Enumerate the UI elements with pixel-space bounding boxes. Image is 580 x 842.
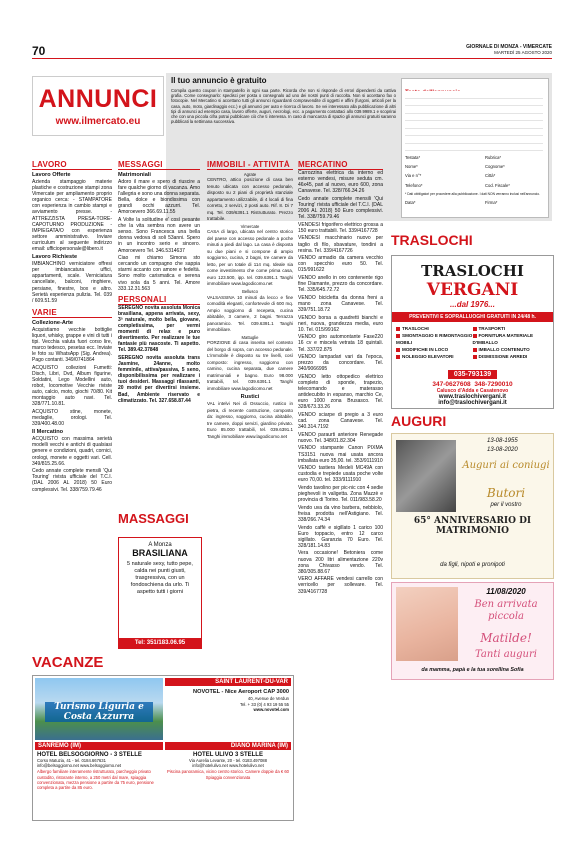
personal-1: SEREGNO novita assoluta Monica brasiliana, appena arrivata, sexy, 3ª naturale, molto bella, giovane, completissima, per vermi momenti di relax e puro divertimento. Per realizzare le tue fantasie più nascoste. Ti aspetto. Tel. 389.42.37848 <box>118 304 200 354</box>
anniv-title: 65° ANNIVERSARIO DI MATRIMONIO <box>413 516 532 536</box>
bullet-icon <box>473 355 477 359</box>
section-immobili: IMMOBILI - ATTIVITÀ <box>207 160 293 170</box>
anniv-from: da figli, nipoti e pronipoti <box>440 562 505 568</box>
merc-7: VENDO bicicletta da donna freni a mano zona Canavese. Tel. 339/751.18.72 <box>298 294 383 313</box>
bullet-icon <box>396 348 400 352</box>
hotel-novotel-city: SAINT LAURENT-DU-VAR <box>165 678 291 686</box>
merc-17: Vendo uva da vino barbera, nebbiolo, freisa prodotta nell'Astigiano. Tel. 338/266.74.34 <box>298 504 383 523</box>
massaggi-phone: Tel: 351/183.06.95 <box>119 638 201 648</box>
service-left-4: NOLEGGIO ELEVATORI <box>396 353 473 360</box>
section-massaggi: MASSAGGI <box>118 511 189 526</box>
merc-6: VENDO anello in oro contenente rigo fine Diamante, prezzo da concordare. Tel. 335/645.72.72 <box>298 275 383 294</box>
column-mercatino <box>298 160 383 820</box>
massaggi-ad <box>118 537 202 649</box>
service-right-3: IMBALLO CONTENUTO <box>473 346 550 353</box>
merc-18: Vendo caffè e sigillato 1 carico 100 Euro toppacio, entro 12 carco sigillato. Garanzia 70 Euro. Tel. 328/181.14.83 <box>298 524 383 549</box>
field-nome[interactable]: Nome* <box>405 164 418 170</box>
bullet-icon <box>473 327 477 331</box>
service-right-2: FORNITURA MATERIALE D'IMBALLO <box>472 333 534 345</box>
section-traslochi: TRASLOCHI <box>391 232 473 248</box>
traslochi-address: Calusco d'Adda e Casatenovo <box>436 388 509 394</box>
merc-11: VENDO letto ottopedico elettrico completo di sponde, trapezio, telecomando e materasso antidecubito in espanso, marchio Ce, euro 1000 zona Brusasco. Tel. 328/673.33.26 <box>298 373 383 411</box>
merc-13: VENDO paraurti anteriore Renegade nuovo. Tel. 348/01.82.304 <box>298 431 383 444</box>
traslochi-web[interactable]: www.traslochivergani.it <box>438 394 507 400</box>
baby-line-1: Ben arrivata piccola <box>474 599 538 622</box>
merc-3: VENDESI frigorifero elettrico grossa a 150 euro trattabili. Tel. 339/4167728 <box>298 221 383 234</box>
coupon-form <box>401 78 549 218</box>
traslochi-brand-2: VERGANI <box>426 280 519 300</box>
traslochi-brand-1: TRASLOCHI <box>421 262 524 280</box>
ad-varie-1: Acquistiamo vecchie bottiglie liquori, whisky, grappe e vini di tutti i tipi. Vecchia valuta fuori corso lire, marco tedesco, pesetas ecc. Inviate le foto su WhatsApp (Sig. Andrea). Pago contanti. 349/0741864 <box>32 326 112 364</box>
service-left-3: MODIFICHE IN LOCO <box>396 346 473 353</box>
merc-20: VERO AFFARE vendesi carrello con verricello per sollevare. Tel. 339/4167728 <box>298 576 383 595</box>
section-vacanze: VACANZE <box>32 654 104 671</box>
ad-offer-2: IMBIANCHINO verniciatore offresi per imbiancatura uffici, appartamenti, scale. Verniciatura cancellate, balconi, ringhiere, persiane, finestre, box e altro. Serietà esperienza pulizia. Tel. 039 / 609.51.59 <box>32 261 112 304</box>
merc-12: VENDO sciarpe di pregio a 3 euro cad. zona Canavese. Tel. 340.314.7192 <box>298 411 383 431</box>
page-number: 70 <box>32 44 46 58</box>
baby-name: Matilde! <box>480 631 532 645</box>
field-cognome[interactable]: Cognome* <box>485 164 505 170</box>
birth-ad <box>391 582 554 680</box>
ad-mercatino-1: ACQUISTO con massima serietà modelli vecchi e antichi di qualsiasi genere e condizioni, quadri, cornici, orologi, monete e oggetti vari. Cell. 349/815.25.66. <box>32 436 112 467</box>
field-rubrica[interactable]: Rubrica* <box>485 155 502 160</box>
traslochi-email[interactable]: info@traslochivergani.it <box>438 400 507 406</box>
msg-1: Adoro il mare e spero di riuscire a fare qualche giorno di vacanza. Amo l'allegria e sono una donna separata. Bella, dolce e biondissima con grandi occhi azzurri. Tel. Amoroevero 366.69.11.55 <box>118 179 200 216</box>
baby-photo <box>396 587 458 661</box>
traslochi-tagline: ...dal 1976... <box>450 300 495 309</box>
bullet-icon <box>396 327 400 331</box>
page-header <box>32 44 552 59</box>
field-data[interactable]: Data* <box>405 199 416 205</box>
service-right-4: DISMISSIONE ARREDI <box>473 353 550 360</box>
field-telefono[interactable]: Telefono* <box>405 182 423 188</box>
ad-varie-2: ACQUISTO collezioni Fumetti: Disch, Libri, Dvd, Album figurine, Soldatini, Lego Modellini auto, robot, locomotive Vecchie riviste auto, calcio, moto, giochi 70/80. Kit montaggio auto navi. Tel. 328/771.10.81. <box>32 364 112 408</box>
baby-line-2: Tanti auguri <box>475 649 537 660</box>
section-auguri: AUGURI <box>391 413 447 429</box>
listing-2: CASA di largo, ubicata nel centro storico del paese con accesso pedonale a poche minuti a piedi dal lago. La casa è disposta su due piani e si compone di ampio soggiorno, cucina, 2 bagni, tre camere da letto, per un totale di 114 mq. Ideale sia come investimento che come prima casa, euro 123.500, ipp. tel. 039.6391.1 Tanghi immobiliare www.lagodicomo.net <box>207 229 293 287</box>
sub-lavoro-richieste: Lavoro Richieste <box>32 254 78 261</box>
merc-1: Carrozzina elettrica da interno ed esterno vendesi, misure seduta cm. 46x45, pari al nuovo, euro 600, zona Canavese. Tel. 328/766.34.26 <box>298 170 383 195</box>
hotel-sanremo-city: SANREMO (IM) <box>35 742 163 750</box>
hotel-novotel-tel[interactable]: Tel. + 33 (0) 4 93 19 55 55 <box>239 702 289 708</box>
sub-rustici: Rustici <box>240 394 260 401</box>
service-right-1: TRASPORTI <box>473 325 550 332</box>
sub-bellusco: Bellusco <box>242 289 258 295</box>
merc-4: VENDESI macchinario nuovo per taglio di filo, sbavature, tondini a resina. Tel. 339/4167726 <box>298 235 383 254</box>
anniv-date-2: 13-08-2020 <box>487 447 518 453</box>
merc-5: VENDO armadio da camera vecchio con specchio euro 50. Tel. 015/991622 <box>298 255 383 274</box>
merc-16: Vendo tavolino per pic-nic con 4 sedie pieghevoli in valigetta. Zona Mazzè e provincia di Torino. Tel. 011/983.58.20 <box>298 485 383 504</box>
column-immobili <box>207 160 293 650</box>
merc-8: VENDO borsa a quadretti bianchi e neri, nuova, grandezza media, euro 10. Tel. 015/99162 <box>298 314 383 333</box>
section-varie: VARIE <box>32 308 112 318</box>
ad-varie-3: ACQUISTO stine, monete, medaglie, orologi. Tel. 339/400.48.00 <box>32 409 112 428</box>
sub-mattuglie: Mattuglie <box>241 335 259 341</box>
hotel-ulivo-addr: Via Aurelia Levante, 20 - tel. 0183.497088 <box>189 758 267 763</box>
hotel-sanremo-name: HOTEL BELSOGGIORNO - 3 STELLE <box>37 752 142 758</box>
sub-lavoro-offerte: Lavoro Offerte <box>32 172 71 178</box>
coupon-text: Compila questo coupon in stampatello in ogni sua parte. Ricorda che non si risponde di errori dipendenti da cattiva grafia. Come consegnarlo: spedisci per posta o consegnalo ad uno dei nostri punti di raccolta. Non si accettano fax o fotocopie. Nel Mercatino si accettano tutti gli annunci riguardanti compravendite di oggetti e affini (furgoni, articoli per la casa, auto, moto, giardinaggio ecc.) e gli annunci per auto e ricerca di lavoro. Se vei interessato alla pubblicazione di altri tipi di annunci ad esempio casa, lavoro offerte, auguri, necrologi, ecc. a pagamento contattaci allo 039.9989.1 e scoprirai che con una piccola cifra potrai pubblicare ciò che ti interessa. In caso di mancanza di spazio gli annunci gratuiti saranno pubblicati la settimana successiva. <box>171 88 396 125</box>
merc-10: VENDO lampadari vari da l'epoca, prezzo da concordare. Tel. 340/9066995 <box>298 354 383 373</box>
section-personali: PERSONALI <box>118 295 200 305</box>
hotel-sanremo <box>35 742 163 818</box>
anniv-date-1: 13-08-1955 <box>487 438 518 444</box>
baby-from: da mamma, papà e la tua sorellina Sofia <box>421 667 524 673</box>
hotel-ulivo-web[interactable]: info@hotelulivo.net www.hotelulivo.net <box>192 763 264 769</box>
hotel-sanremo-web[interactable]: info@belsoggiorno.net www.belsoggiorno.net <box>37 763 122 769</box>
anniv-line-1: Auguri ai coniugi <box>462 460 550 471</box>
listing-4: PORZIONE di casa inserita nel contesto del borgo di sopra, con accesso pedonale. L'immobile è disposto su tre livelli, così composto: ingresso, soggiorno con camino, cucina separata, due camere matrimoniali e bagno. Euro 98.000 trattabili, tel. 039.6391.1 Tanghi immobiliare www.lagodicomo.net <box>207 340 293 391</box>
msg-3: Ciao mi chiamo Simona sto cercando un compagno che sappia starmi accanto con amore e fedeltà. Sono molto carismatica e serena vivo sola da 5 anni. Tel. Amore 333.12.31.563 <box>118 255 200 292</box>
hotel-novotel <box>165 678 291 740</box>
service-left-1: TRASLOCHI <box>396 325 473 332</box>
listing-5: VAL intelvi Nei di Ossuccio, rustico in pietra, di recente costruzione, composto da: ingresso, soggiorno, cucina abitabile, tre camere, doppi servizi, giardino privato. Euro 85.000 trattabili, tel. 039.6391.1 Tanghi immobiliare www.lagodicomo.net <box>207 401 293 439</box>
traslochi-phone-1[interactable]: 035-793139 <box>448 370 497 379</box>
section-mercatino: MERCATINO <box>298 160 383 170</box>
brand-box <box>32 76 164 136</box>
bullet-icon <box>473 334 477 338</box>
column-lavoro <box>32 160 112 620</box>
field-codfiscale[interactable]: Cod. Fiscale* <box>485 182 510 188</box>
merc-19: Vera occasione! Betoniera come nuova 200 litri alimentazione 220v zona Chivasso vendo. Tel. 380/305.88.67 <box>298 550 383 575</box>
hotel-ulivo-text: Piscina panoramica, vicino centro storico. Camere doppie da € 60 Spiaggia convenzionata <box>167 769 289 780</box>
paper-name: GIORNALE DI MONZA - VIMERCATE <box>466 44 552 50</box>
merc-2: Cedo annate complete mensili 'Qui Touring' rivista ufficiale del T.C.I. (DAL 2006 AL 2018) 50 Euro complessivi. Tel. 338/759.79.46 <box>298 195 383 221</box>
ad-mercatino-2: Cedo annate complete mensili 'Qui Touring' rivista ufficiale del T.C.I. (DAL 2006 AL 2018) 50 Euro complessivi. Tel. 338/759.79.46 <box>32 468 112 493</box>
hotel-ulivo-name: HOTEL ULIVO 3 STELLE <box>193 752 263 758</box>
merc-9: VENDO giro automontante Fase220 16 cv e miscela vetrata 18 quintali. Tel. 337/22.875 <box>298 334 383 353</box>
hotel-sanremo-text: Albergo familiare interamente ristrutturato, parcheggio privato custodito, ristorante interno, a 250 metri dal mare, spiaggia convenzionata, mezza pensione a partire da 75 euro, pensione completa a partire da 85 euro. <box>37 769 154 791</box>
hotel-novotel-web[interactable]: www.novotel.com <box>253 707 289 713</box>
merc-15: VENDO tastiera Medeli MC49A con custodia e trepiede usata poche volte euro 70,00. tel. 333/9111910 <box>298 465 383 484</box>
field-citta[interactable]: Città* <box>485 173 496 179</box>
field-testata[interactable]: Testata* <box>405 155 421 160</box>
column-messaggi <box>118 160 200 500</box>
section-messaggi: MESSAGGI <box>118 160 200 170</box>
vacanze-ad <box>32 675 294 821</box>
ad-offer-1: Azienda stampaggio materie plastiche e costruzione stampi zona Vimercate per ampliamento proprio organico cerca: - STAMPATORE con esperienza in cambio stampi e avviamento presse. - ATTREZZISTA PRESA-TORE-CAPOTURNO PRODUZIONE - IMPIEGATA/O con esperienza settore amministrativo. Inviare curriculum al seguente indirizzo email: ufficiopersonale@libero.it <box>32 179 112 253</box>
massaggi-name: BRASILIANA <box>132 548 188 558</box>
hotel-novotel-addr: 40, Avenue de Verdun <box>247 696 289 701</box>
hotel-ulivo <box>165 742 291 818</box>
sub-agrate: Agrate <box>243 172 257 177</box>
couple-photo <box>396 440 456 512</box>
anniversary-ad <box>391 433 554 579</box>
listing-3: VALSASSINA 10 minuti da lecco e fine comodità eleganti, confortevole di 600 mq. Ampio soggiorno di recepeta, cucina abitabile, 3 camere, 2 bagni. Terrazza panoramico. Tel. 039.6391.1 Tanghi immobiliare. <box>207 294 293 333</box>
sub-matrimoniali: Matrimoniali <box>118 172 151 178</box>
field-firma[interactable]: Firma* <box>485 199 498 205</box>
brand-title: ANNUNCI <box>38 85 158 113</box>
massaggi-text: 5 naturale sexy, tutto pepe, calda nei punti giusti, trasgressiva, con un fondoschiena da urlo. Ti aspetto tutti i giorni <box>127 561 193 595</box>
bullet-icon <box>396 334 400 338</box>
sub-vimercate: Vimercate <box>240 224 260 230</box>
personal-2: SEREGNO novita assoluta trans Jasmine, 24anne, molto femminile, attiva/passiva, 5 seno, disponibilissima per realizzare i tuoi desideri. Massaggi rilassanti, 20 motivi per divertirsi insieme. Bad, Ambiente riservato e climatizzato. Tel. 327.658.87.44 <box>118 354 200 404</box>
traslochi-banner: PREVENTIVI E SOPRALLUOGHI GRATUITI IN 24/48 h. <box>392 312 553 322</box>
bullet-icon <box>396 355 400 359</box>
traslochi-phone-2[interactable]: 347-0627608 <box>432 381 471 388</box>
bullet-icon <box>473 348 477 352</box>
hotel-ulivo-city: DIANO MARINA (IM) <box>165 742 291 750</box>
privacy-note: * Dati obbligatori per procedere alla pubblicazione. I dati NON verranno inclusi nell'annuncio. <box>405 191 540 196</box>
anniv-line-2: per il vostro <box>490 502 522 508</box>
traslochi-phone-3[interactable]: 348-7290010 <box>474 381 513 388</box>
hotel-sanremo-addr: Corso Matuzia, 41 - tel. 0184.667631 <box>37 758 106 763</box>
sub-collezione: Collezione-Arte <box>32 319 74 326</box>
traslochi-ad <box>391 255 554 409</box>
promo-title: Turismo Liguria e Costa Azzurra <box>45 702 153 722</box>
merc-14: VENDO stampante Canon PIXMA TS3151 nuova mai usata ancora imballata euro 35,00. tel. 353/9111910 <box>298 445 383 464</box>
sub-mercatino: Il Mercatino <box>32 429 64 436</box>
form-lines[interactable] <box>405 91 543 151</box>
issue-date: MARTEDÌ 25 AGOSTO 2020 <box>494 50 552 55</box>
listing-1: CENTRO, attico posizione di casa ben tenuto ubicata con accesso pedonale, disposto su 2 piani di proprietà stanziale appartamento utilizzabile, di 4 locali di fina corretto, 2 servizi, 2 posti auto. Rif. 8. Di 7 mq. Tel. 039/6391.1 Ristrutturato. Prezzo trattabile. <box>207 177 293 222</box>
msg-2: A Volte la solitudine e' così pesante che la vita sembra non avere un senso. Sono Francesca una bella donna vedova di soli 53anni. Spero in un incontro serio e sincero. Amoroevero Tel. 346.5314637 <box>118 217 200 254</box>
massaggi-city: A Monza <box>148 542 172 548</box>
coupon-title: Il tuo annuncio è gratuito <box>171 76 267 85</box>
baby-date: 11/08/2020 <box>486 587 526 596</box>
service-left-2: SMONTAGGIO E RIMONTAGGIO MOBILI <box>396 333 473 345</box>
section-lavoro: LAVORO <box>32 160 112 170</box>
field-via[interactable]: Via e n°* <box>405 173 422 179</box>
brand-url[interactable]: www.ilmercato.eu <box>55 116 141 127</box>
hotel-novotel-name: NOVOTEL - Nice Aeroport CAP 3000 <box>193 689 289 695</box>
anniv-names: Butori <box>486 486 526 500</box>
